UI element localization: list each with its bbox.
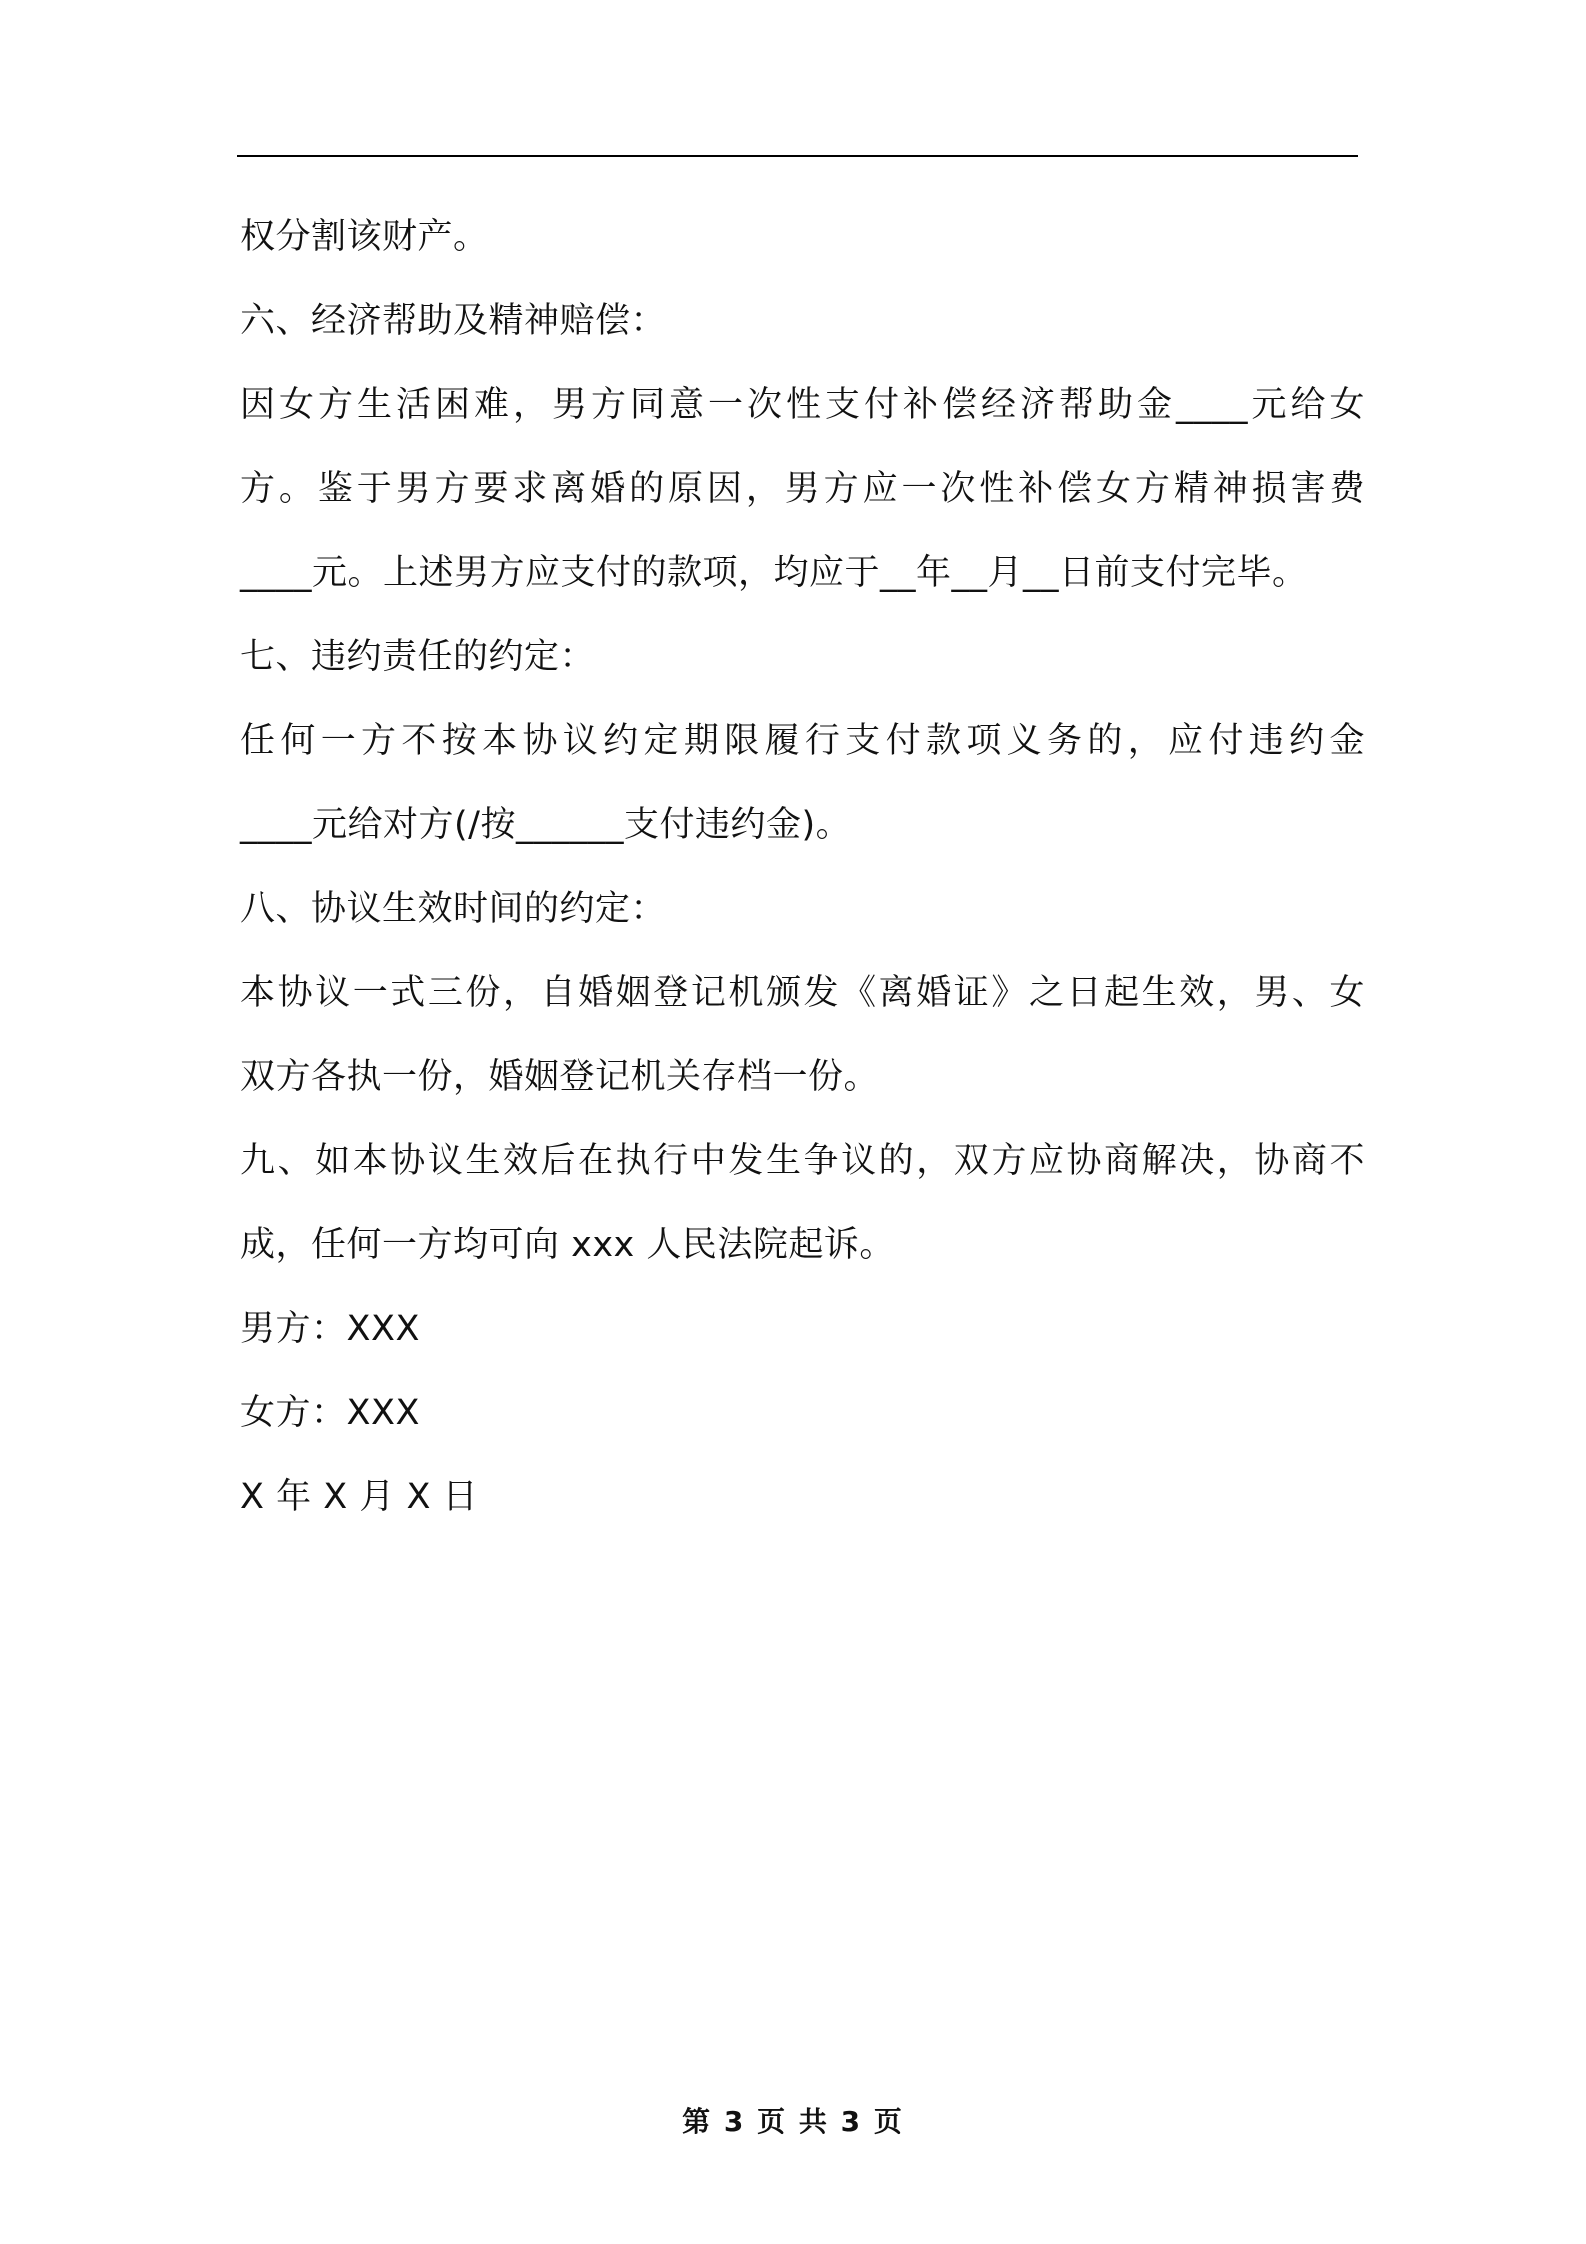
paragraph-line: 本协议一式三份，自婚姻登记机颁发《离婚证》之日起生效，男、女	[240, 973, 1365, 1013]
section-heading: 七、违约责任的约定：	[240, 637, 596, 677]
signature-date: X 年 X 月 X 日	[240, 1477, 479, 1517]
header-rule	[237, 155, 1358, 157]
paragraph-line: ____元给对方(/按______支付违约金)。	[240, 805, 852, 845]
page-number: 第 3 页 共 3 页	[682, 2105, 904, 2138]
paragraph-line: 方。鉴于男方要求离婚的原因，男方应一次性补偿女方精神损害费	[240, 469, 1365, 509]
paragraph-line: 成，任何一方均可向 xxx 人民法院起诉。	[240, 1225, 895, 1265]
signature-female: 女方：XXX	[240, 1393, 420, 1433]
paragraph-line: 双方各执一份，婚姻登记机关存档一份。	[240, 1057, 880, 1097]
signature-male: 男方：XXX	[240, 1309, 420, 1349]
document-body	[240, 195, 1365, 1539]
section-heading: 六、经济帮助及精神赔偿：	[240, 301, 667, 341]
paragraph-line: ____元。上述男方应支付的款项，均应于__年__月__日前支付完毕。	[240, 553, 1308, 593]
section-heading: 八、协议生效时间的约定：	[240, 889, 667, 929]
section-heading: 九、如本协议生效后在执行中发生争议的，双方应协商解决，协商不	[240, 1141, 1365, 1181]
paragraph-line: 因女方生活困难，男方同意一次性支付补偿经济帮助金____元给女	[240, 385, 1365, 425]
paragraph-line: 权分割该财产。	[240, 217, 489, 257]
paragraph-line: 任何一方不按本协议约定期限履行支付款项义务的，应付违约金	[240, 721, 1365, 761]
